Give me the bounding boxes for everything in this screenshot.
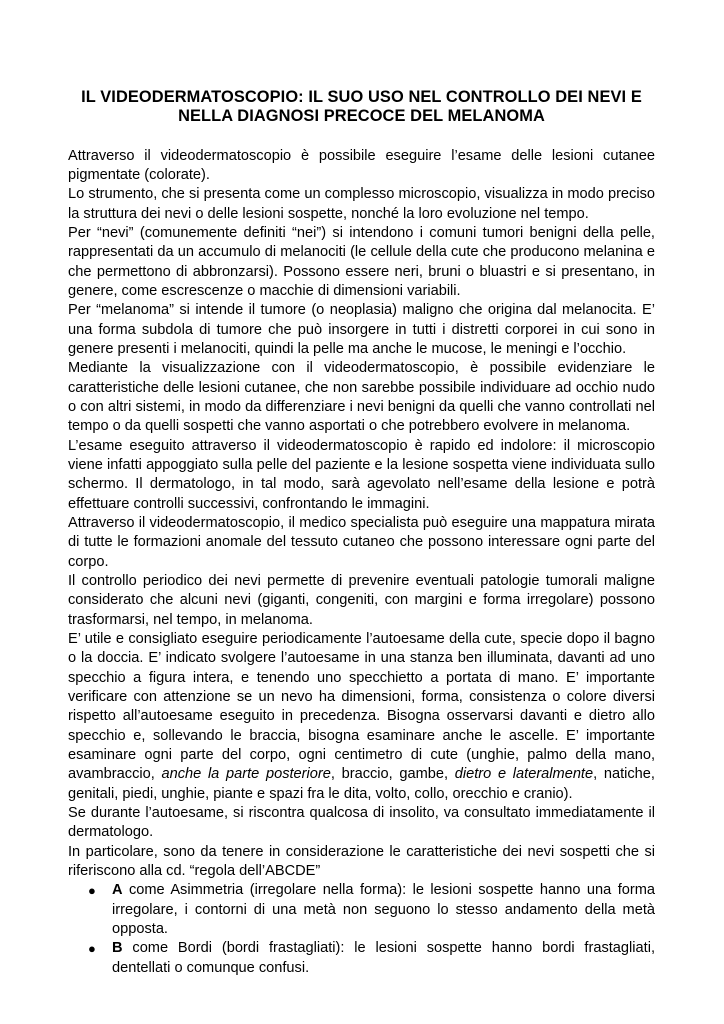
paragraph-intro: Attraverso il videodermatoscopio è possibile eseguire l’esame delle lesioni cutanee pigmentate (colorate). <box>68 147 655 184</box>
list-item-text: come Asimmetria (irregolare nella forma): le lesioni sospette hanno una forma irregolare, i contorni di una metà non seguono lo stesso andamento della metà opposta. <box>112 882 655 937</box>
paragraph-autoesame-text-a: E’ utile e consigliato eseguire periodicamente l’autoesame della cute, specie dopo il bagno o la doccia. E’ indicato svolgere l’autoesame in una stanza ben illuminata, davanti ad uno specchio a figura intera, e tenendo uno specchietto a portata di mano. E’ importante verificare con attenzione se un nevo ha dimensioni, forma, consistenza o colore diversi rispetto all’autoesame eseguito in precedenza. Bisogna osservarsi davanti e dietro allo specchio e, sollevando le braccia, bisogna esaminare anche le ascelle. E’ importante esaminare ogni parte del corpo, ogni centimetro di cute (unghie, palmo della mano, avambraccio, <box>68 631 655 783</box>
document-title: IL VIDEODERMATOSCOPIO: IL SUO USO NEL CONTROLLO DEI NEVI E NELLA DIAGNOSI PRECOCE DEL MELANOMA <box>81 88 642 126</box>
paragraph-melanoma: Per “melanoma” si intende il tumore (o neoplasia) maligno che origina dal melanocita. E’ una forma subdola di tumore che può insorgere in tutti i distretti corporei in cui sono in genere presenti i melanociti, quindi la pelle ma anche le mucose, le meningi e l’occhio. <box>68 302 655 358</box>
paragraph-controllo: Il controllo periodico dei nevi permette di prevenire eventuali patologie tumorali maligne considerato che alcuni nevi (giganti, congeniti, con margini e forma irregolare) possono trasformarsi, nel tempo, in melanoma. <box>68 573 655 628</box>
list-item-letter: B <box>112 940 123 957</box>
paragraph-autoesame-text-b: , braccio, gambe, <box>330 766 455 783</box>
document-page <box>68 88 655 978</box>
abcde-list <box>68 881 655 978</box>
paragraph-nevi: Per “nevi” (comunemente definiti “nei”) si intendono i comuni tumori benigni della pelle, rappresentati da un accumulo di melanociti (le cellule della cute che producono melanina e che permettono di abbronzarsi). Possono essere neri, bruni o bluastri e si presentano, in genere, come escrescenze o macchie di dimensioni variabili. <box>68 225 655 300</box>
list-item-text: come Bordi (bordi frastagliati): le lesioni sospette hanno bordi frastagliati, dentellati o comunque confusi. <box>112 940 655 976</box>
paragraph-mappatura: Attraverso il videodermatoscopio, il medico specialista può eseguire una mappatura mirata di tutte le formazioni anomale del tessuto cutaneo che possono interessare ogni parte del corpo. <box>68 515 655 570</box>
list-item-b <box>88 939 655 978</box>
paragraph-autoesame-text-c: , natiche, genitali, piedi, unghie, piante e spazi fra le dita, volto, collo, orecchio e cranio). <box>68 766 655 802</box>
list-item-letter: A <box>112 882 123 899</box>
paragraph-autoesame-italic-2: dietro e lateralmente <box>454 766 594 783</box>
paragraph-autoesame <box>68 630 655 804</box>
paragraph-esame: L’esame eseguito attraverso il videodermatoscopio è rapido ed indolore: il microscopio viene infatti appoggiato sulla pelle del paziente e la lesione sospetta viene individuata sullo schermo. Il dermatologo, in tal modo, sarà agevolato nell’esame della lesione e potrà effettuare controlli successivi, confrontando le immagini. <box>68 437 655 512</box>
paragraph-autoesame-italic-1: anche la parte posteriore <box>161 766 331 783</box>
paragraph-strumento: Lo strumento, che si presenta come un complesso microscopio, visualizza in modo preciso la struttura dei nevi o delle lesioni sospette, nonché la loro evoluzione nel tempo. <box>68 186 655 222</box>
bullet-icon: ● <box>88 941 96 957</box>
paragraph-visualizzazione: Mediante la visualizzazione con il videodermatoscopio, è possibile evidenziare le caratteristiche delle lesioni cutanee, che non sarebbe possibile individuare ad occhio nudo o con altri sistemi, in modo da differenziare i nevi benigni da quelli che vanno controllati nel tempo o da quelli sospetti che vanno asportati o che potrebbero evolvere in melanoma. <box>68 360 655 435</box>
list-item-a <box>88 881 655 939</box>
paragraph-insolito: Se durante l’autoesame, si riscontra qualcosa di insolito, va consultato immediatamente il dermatologo. <box>68 804 655 841</box>
paragraph-abcde: In particolare, sono da tenere in considerazione le caratteristiche dei nevi sospetti che si riferiscono alla cd. “regola dell’ABCDE” <box>68 843 655 879</box>
bullet-icon: ● <box>88 883 96 899</box>
